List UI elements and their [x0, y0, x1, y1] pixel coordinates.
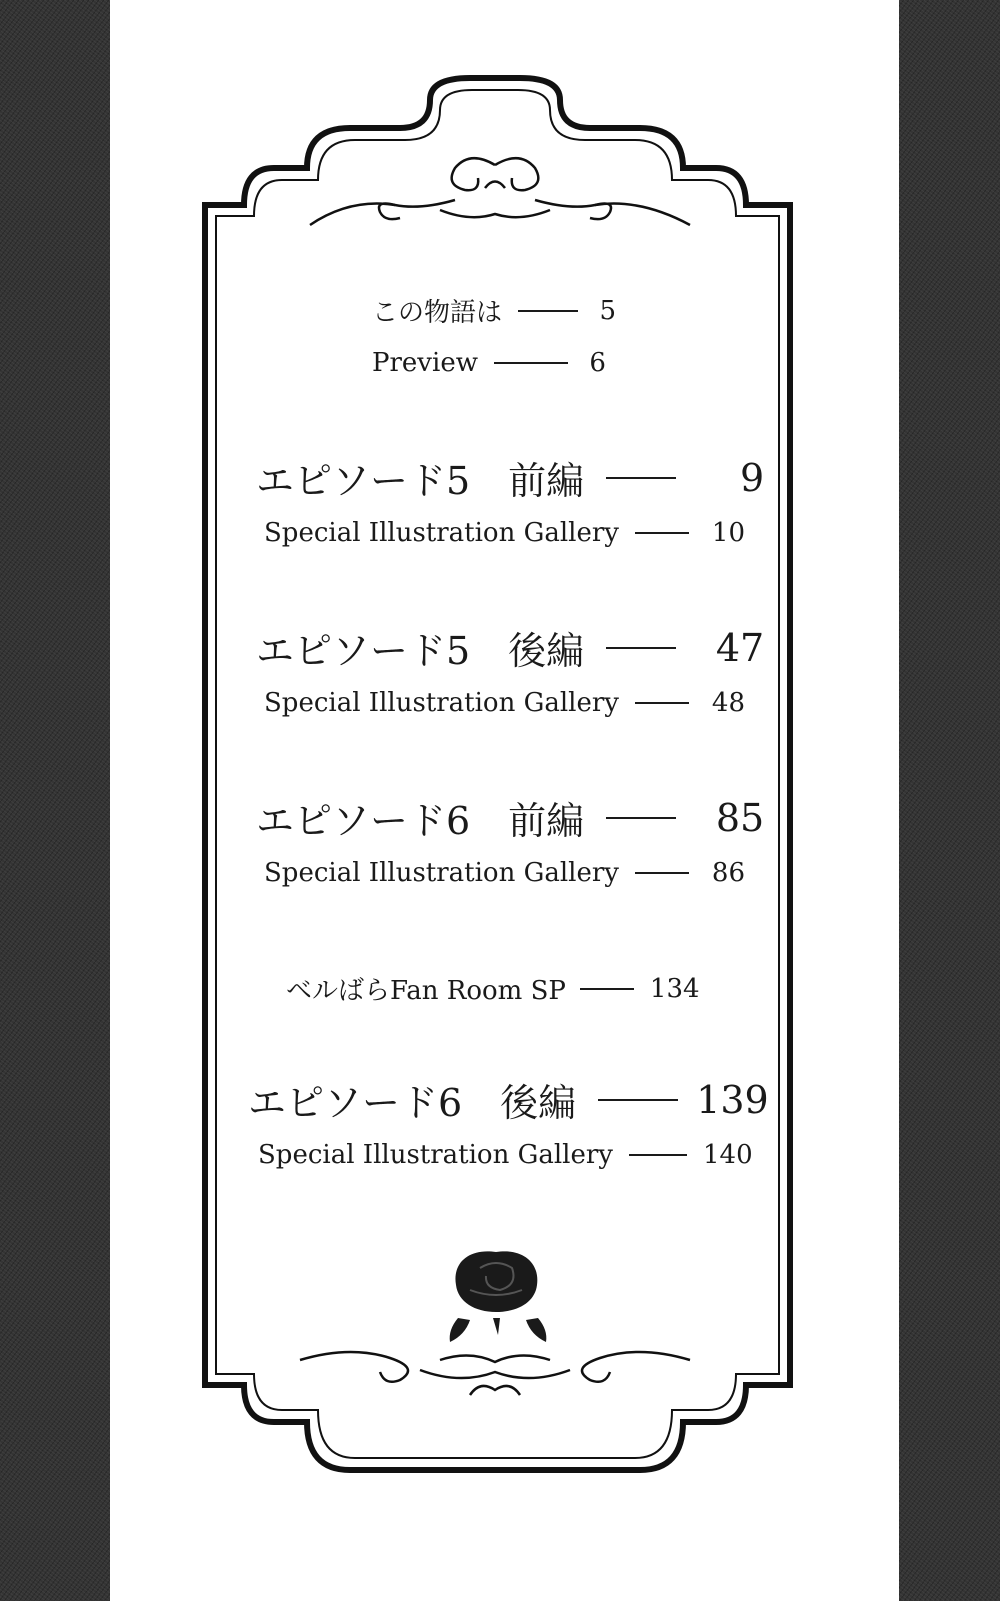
toc-entry-title: Special Illustration Gallery — [258, 1140, 613, 1170]
dash-leader — [635, 872, 689, 874]
toc-entry-page: 48 — [711, 688, 745, 718]
dash-leader — [494, 362, 568, 364]
toc-entry[interactable] — [258, 1140, 753, 1170]
toc-entry-page: 139 — [696, 1077, 769, 1122]
dash-leader — [598, 1099, 678, 1101]
toc-entry[interactable] — [248, 1072, 769, 1127]
dash-leader — [606, 817, 676, 819]
toc-entry-page: 5 — [599, 295, 617, 326]
dash-leader — [635, 702, 689, 704]
toc-entry[interactable] — [256, 450, 764, 505]
toc-entry-page: 47 — [715, 625, 765, 670]
toc-entry-title: Special Illustration Gallery — [264, 688, 619, 718]
toc-entry-page: 85 — [715, 795, 765, 840]
toc-entry-title: Special Illustration Gallery — [264, 858, 619, 888]
dash-leader — [606, 477, 676, 479]
toc-entry[interactable] — [256, 620, 764, 675]
dash-leader — [606, 647, 676, 649]
toc-entry[interactable] — [264, 858, 745, 888]
toc-entry-title: エピソード5 後編 — [256, 629, 585, 673]
dash-leader — [518, 310, 578, 312]
toc-entry-page: 134 — [649, 973, 700, 1004]
toc-entry[interactable] — [286, 970, 700, 1007]
toc-entry-title: ベルばらFan Room SP — [286, 976, 566, 1006]
toc-entry-page: 140 — [703, 1140, 753, 1170]
toc-entry[interactable] — [264, 518, 745, 548]
toc-entry[interactable] — [372, 292, 616, 329]
toc-entry[interactable] — [372, 348, 606, 378]
toc-entry-title: この物語は — [372, 298, 503, 328]
toc-entry-title: エピソード5 前編 — [256, 459, 585, 503]
dash-leader — [580, 988, 634, 990]
toc-entry-title: エピソード6 前編 — [256, 799, 585, 843]
dash-leader — [635, 532, 689, 534]
toc-entry[interactable] — [256, 790, 764, 845]
toc-entry-page: 6 — [589, 348, 606, 378]
toc-entry-page: 86 — [711, 858, 745, 888]
toc-entry[interactable] — [264, 688, 745, 718]
dash-leader — [629, 1154, 687, 1156]
toc-entry-title: Special Illustration Gallery — [264, 518, 619, 548]
toc-entry-title: エピソード6 後編 — [248, 1081, 577, 1125]
toc-entry-title: Preview — [372, 348, 478, 378]
toc-entry-page: 10 — [711, 518, 745, 548]
toc-entry-page: 9 — [740, 455, 765, 500]
